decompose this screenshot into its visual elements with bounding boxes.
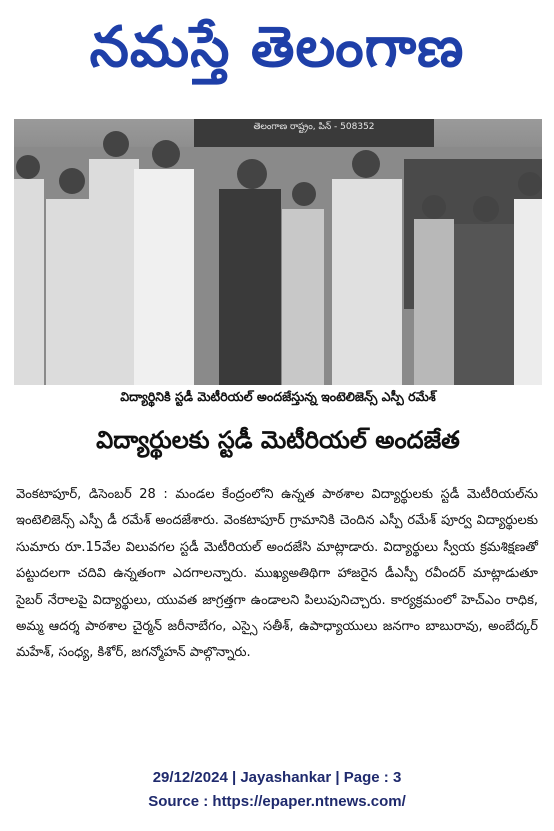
photo-banner-text: తెలంగాణ రాష్ట్రం, పిన్ - 508352	[253, 122, 375, 132]
footer-edition-line: 29/12/2024 | Jayashankar | Page : 3	[152, 769, 402, 786]
article-paragraph: వెంకటాపూర్, డిసెంబర్ 28 : మండల కేంద్రంలోని ఉన్నత పాఠశాల విద్యార్థులకు స్టడీ మెటీరియల్‌ను ఇంటెలిజెన్స్ ఎస్పీ డీ రమేశ్ అందజేశారు. వెంకటాపూర్ గ్రామానికి చెందిన ఎస్పీ రమేశ్ పూర్వ విద్యార్థులకు సుమారు రూ.15వేల విలువగల స్టడీ మెటీరియల్ అందజేసి మాట్లాడారు. విద్యార్థులు స్వీయ క్రమశిక్షణతో పట్టుదలగా చదివి ఉన్నతంగా ఎదగాలన్నారు. ముఖ్యఅతిథిగా హాజరైన డీఎస్పీ రవీందర్ మాట్లాడుతూ సైబర్ నేరాలపై విద్యార్థులు, యువత జాగ్రత్తగా ఉండాలని పిలుపునిచ్చారు. కార్యక్రమంలో హెచ్ఎం రాధిక, అమ్మ ఆదర్శ పాఠశాల చైర్మన్ జరీనాబేగం, ఎస్సై సతీశ్, ఉపాధ్యాయులు జనగాం బాబురావు, అంబేద్కర్ మహేశ్, సంధ్య, కిశోర్, జగన్మోహన్ పాల్గొన్నారు.	[16, 487, 538, 661]
photo-caption: విద్యార్థినికి స్టడీ మెటీరియల్ అందజేస్తున్న ఇంటెలిజెన్స్ ఎస్పీ రమేశ్	[120, 389, 436, 404]
article-headline: విద్యార్థులకు స్టడీ మెటీరియల్ అందజేత	[96, 426, 460, 454]
footer	[0, 766, 554, 814]
photo-scene	[14, 119, 542, 385]
footer-source-line: Source : https://epaper.ntnews.com/	[148, 793, 406, 810]
news-photo	[14, 119, 542, 385]
masthead	[0, 0, 554, 100]
article-body	[16, 482, 538, 667]
newspaper-logo: నమస్తే తెలంగాణ	[89, 15, 465, 80]
